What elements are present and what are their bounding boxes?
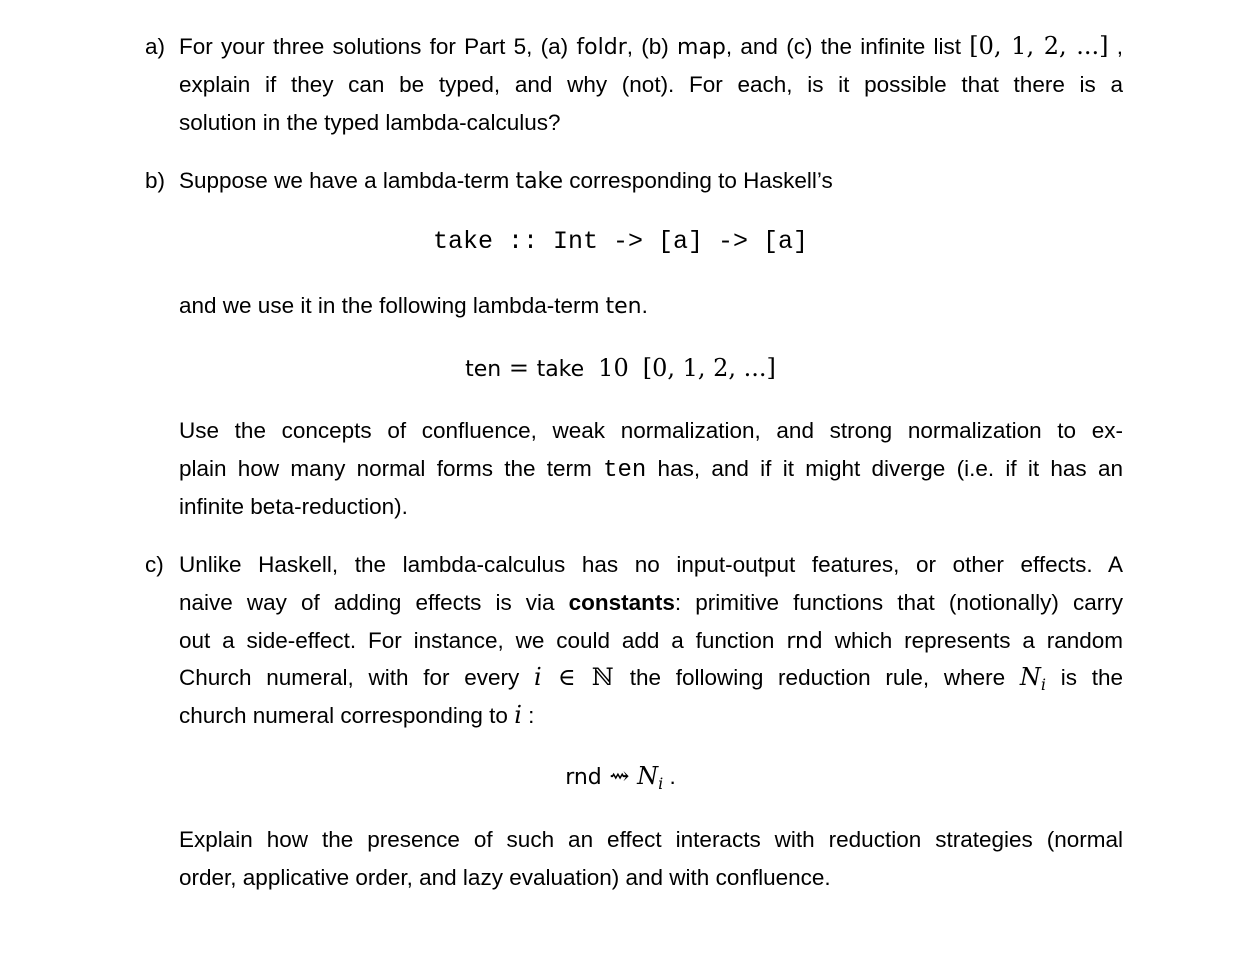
question-c-text-9: :	[521, 703, 535, 729]
question-c-text-4: which represents a random	[822, 627, 1123, 653]
eq-take: take	[536, 357, 585, 382]
question-c-line-1: Unlike Haskell, the lambda-calculus has no input-output features, or other effects. A	[179, 552, 1123, 577]
infinite-list-math: [0, 1, 2, ...]	[969, 32, 1109, 60]
question-b-body	[179, 162, 1123, 200]
question-a-body	[179, 28, 1123, 141]
question-b-body-3	[179, 412, 1123, 525]
rnd-term: rnd	[786, 628, 823, 654]
question-c-text-2: : primitive functions that (notionally) carry	[674, 589, 1124, 615]
i-variable-2: i	[514, 701, 522, 730]
ten-code: ten	[603, 456, 647, 484]
i-variable: i	[534, 663, 542, 692]
in-naturals: ∈ ℕ	[541, 663, 630, 692]
question-a-line-2: explain if they can be typed, and why (not). For each, is it possible that there is a	[179, 71, 1123, 97]
question-c-text-8: church numeral corresponding to	[179, 703, 515, 729]
question-a-text-1: For your three solutions for Part 5, (a)	[179, 34, 577, 59]
question-a-text-2: , (b)	[626, 34, 678, 59]
question-b-text-2: corresponding to Haskell’s	[563, 168, 833, 193]
question-c-text-1: naive way of adding effects is via	[179, 589, 569, 615]
N-subscript: i	[1040, 675, 1046, 695]
eq-equals: =	[501, 354, 537, 382]
question-c-text-7: is the	[1046, 665, 1123, 691]
question-c-label: c)	[145, 552, 164, 577]
question-b-text-4: .	[641, 293, 648, 318]
question-c-text-5: Church numeral, with for every	[179, 665, 535, 691]
question-a-line-1	[179, 28, 1123, 66]
question-c-line-2	[179, 584, 1123, 622]
question-a-text-4: ,	[1108, 34, 1123, 59]
N-variable: N	[1019, 663, 1041, 692]
question-b-para-line-2	[179, 450, 1123, 488]
eq-ten: ten	[465, 357, 502, 382]
question-c-body-2	[179, 821, 1123, 897]
question-c-text-6: the following reduction rule, where	[629, 665, 1020, 691]
constants-term: constants	[568, 589, 675, 615]
question-c-text-3: out a side-effect. For instance, we could add a function	[179, 627, 787, 653]
question-b-para-line-3: infinite beta-reduction).	[179, 493, 408, 519]
question-c-final-line-2: order, applicative order, and lazy evaluation) and with confluence.	[179, 864, 831, 890]
question-c-line-4	[179, 659, 1123, 697]
eq-list: [0, 1, 2, ...]	[642, 354, 776, 382]
rule-arrow: ⇝	[601, 762, 638, 790]
question-c-body	[179, 546, 1123, 735]
question-a-text-3: , and (c) the infinite list	[725, 34, 970, 59]
ten-term: ten	[605, 294, 642, 319]
question-b-label: b)	[145, 168, 166, 193]
rule-end: .	[663, 764, 676, 789]
rule-N: N	[637, 762, 659, 790]
rnd-reduction-rule	[0, 756, 1241, 804]
map-term: map	[677, 35, 726, 60]
question-b-text-1: Suppose we have a lambda-term	[179, 168, 516, 193]
rule-N-subscript: i	[658, 774, 664, 793]
question-b-para-text-1: plain how many normal forms the term	[179, 455, 604, 481]
foldr-term: foldr	[576, 35, 627, 60]
question-c-line-5	[179, 697, 1123, 735]
question-c-final-line-1: Explain how the presence of such an effect interacts with reduction strategies (normal	[179, 827, 1123, 852]
question-b-body-2	[179, 287, 1123, 325]
question-b-line-2	[179, 287, 1123, 325]
question-a-line-3: solution in the typed lambda-calculus?	[179, 109, 561, 135]
question-c-line-3	[179, 622, 1123, 660]
question-b-para-line-1: Use the concepts of confluence, weak normalization, and strong normalization to ex-	[179, 418, 1123, 443]
take-type-signature: take :: Int -> [a] -> [a]	[432, 227, 809, 256]
question-b-para-text-2: has, and if it might diverge (i.e. if it has an	[646, 455, 1123, 481]
question-a-label: a)	[145, 34, 166, 59]
question-b-line-1	[179, 162, 1123, 200]
take-term: take	[515, 169, 564, 194]
question-b-text-3: and we use it in the following lambda-term	[179, 293, 606, 318]
ten-equation	[0, 348, 1241, 390]
rule-rnd: rnd	[565, 765, 602, 790]
eq-ten-number: 10	[598, 354, 629, 382]
